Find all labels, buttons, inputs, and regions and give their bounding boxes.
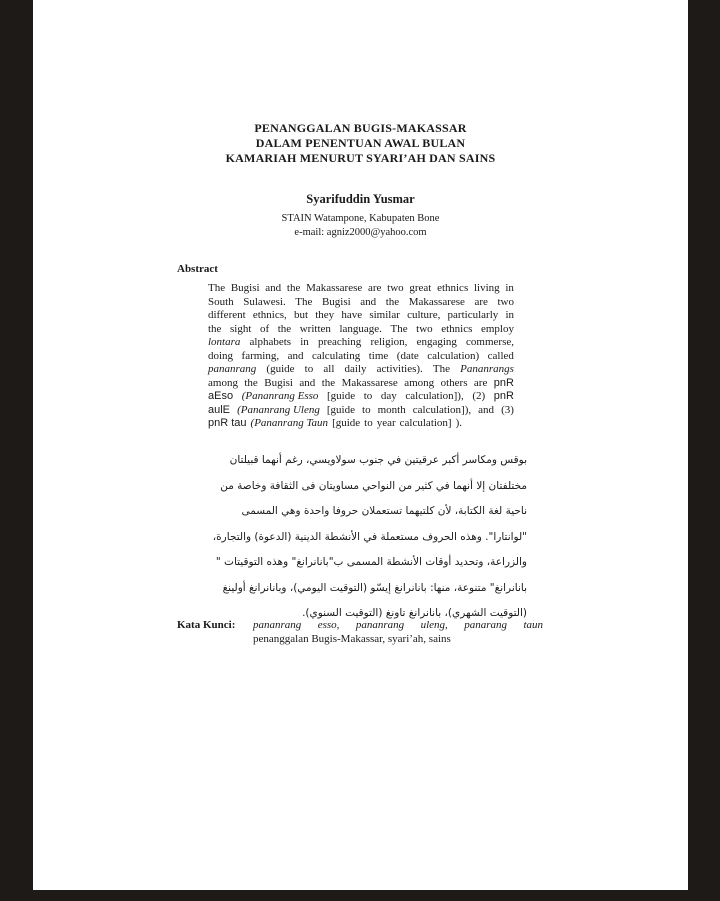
abstract-word: (date [396, 349, 419, 362]
abstract-line [208, 390, 514, 404]
keyword-word: panarang [464, 619, 507, 631]
abstract-word: The [390, 322, 408, 335]
affiliation-text: STAIN Watampone, Kabupaten Bone [281, 213, 440, 224]
abstract-word: (guide [266, 363, 295, 375]
abstract-word: among [404, 376, 435, 389]
abstract-word: day [380, 390, 397, 402]
document-page [33, 0, 688, 890]
abstract-word: the [208, 322, 222, 335]
abstract-word: calculation]), [412, 403, 472, 416]
abstract-word: time [368, 349, 389, 362]
abstract-word: lontara [208, 336, 241, 348]
abstract-word: (Pananrang Esso [241, 390, 319, 402]
abstract-word: and [287, 349, 304, 362]
abstract-word: (Pananrang Taun [250, 417, 329, 429]
title-line-1: PENANGGALAN BUGIS-MAKASSAR [254, 121, 467, 135]
abstract-word: Bugisi [230, 282, 260, 294]
abstract-line [208, 350, 514, 364]
abstract-word: calculation) [427, 349, 480, 362]
abstract-word: religion, [370, 336, 408, 348]
abstract-word: the [286, 282, 301, 294]
abstract-line [208, 296, 514, 310]
abstract-word: employ [480, 322, 514, 335]
abstract-word: (3) [501, 403, 514, 416]
abstract-word: aEso [208, 390, 234, 402]
abstract-word: and [265, 282, 282, 294]
abstract-line [208, 417, 514, 431]
keywords-label: Kata Kunci: [177, 619, 236, 631]
abstract-word: two [387, 282, 404, 294]
abstract-word: Makassarese [408, 295, 465, 308]
abstract-word: preaching [317, 336, 362, 348]
abstract-word: the [385, 295, 400, 308]
abstract-word: (2) [472, 390, 486, 402]
abstract-word: [guide [327, 390, 356, 402]
abstract-word: called [487, 349, 514, 362]
abstract-word: in [505, 309, 514, 321]
keywords-line-2: penanggalan Bugis-Makassar, syari’ah, sains [253, 633, 451, 645]
abstract-word: different [208, 309, 246, 321]
keyword-word: taun [523, 619, 543, 631]
abstract-word: two [416, 322, 433, 335]
abstract-word: and [478, 403, 495, 416]
paper-title [33, 121, 688, 166]
abstract-word: the [321, 376, 336, 389]
abstract-word: language. [339, 322, 382, 335]
arabic-abstract [207, 448, 527, 627]
abstract-word: doing [208, 349, 234, 362]
abstract-line [208, 404, 514, 418]
arabic-line: بانانرانغ" متنوعة، منها: بانانرانغ إيسّو (التوقيت اليومي)، وبانانرانغ أولينغ [222, 581, 527, 594]
abstract-line [208, 309, 514, 323]
abstract-word: particularly [447, 309, 499, 321]
abstract-word: they [315, 309, 335, 321]
abstract-word: living [473, 282, 500, 294]
abstract-word: pnR [493, 376, 514, 389]
abstract-word: aulE [208, 403, 231, 416]
abstract-word: ). [455, 417, 463, 429]
abstract-word: commerse, [466, 336, 514, 348]
abstract-word: to [364, 417, 373, 429]
abstract-word: activities). [376, 363, 423, 375]
abstract-word: pananrang [208, 363, 257, 375]
title-line-2: DALAM PENENTUAN AWAL BULAN [255, 136, 466, 150]
abstract-word: to [304, 363, 314, 375]
keyword-word: uleng, [420, 619, 448, 631]
author-name: Syarifuddin Yusmar [306, 192, 415, 206]
abstract-word: all [323, 363, 335, 375]
abstract-word: in [505, 282, 514, 294]
abstract-word: culture, [407, 309, 441, 321]
arabic-line: والزراعة، وتحديد أوقات الأنشطة المسمى ب"بانانرانغ" وهذه التوقيتات " [215, 556, 527, 568]
abstract-word: among [208, 376, 238, 389]
abstract-word: The [432, 363, 451, 375]
abstract-word: in [300, 336, 309, 348]
abstract-line [208, 323, 514, 337]
title-line-3: KAMARIAH MENURUT SYARI’AH DAN SAINS [225, 151, 496, 165]
abstract-word: South [208, 295, 234, 308]
abstract-line [208, 377, 514, 391]
abstract-word: are [473, 376, 488, 389]
abstract-word: written [299, 322, 331, 335]
abstract-word: sight [230, 322, 252, 335]
keyword-word: pananrang [253, 619, 302, 631]
abstract-word: have [341, 309, 363, 321]
arabic-line: "لوانتارا". وهذه الحروف مستعملة في الأنشطة الدينية (الدعوة) والتجارة، [212, 530, 527, 543]
abstract-word: [guide [326, 403, 355, 416]
abstract-word: daily [344, 363, 367, 375]
arabic-line: ناحية لغة الكتابة، لأن كلتيهما تستعملان حروفا واحدة وهي المسمى [241, 505, 527, 517]
abstract-word: but [293, 309, 309, 321]
abstract-word: (Pananrang Uleng [237, 403, 320, 416]
abstract-line [208, 363, 514, 377]
abstract-word: others [440, 376, 468, 389]
abstract-word: ethnics, [252, 309, 287, 321]
abstract-word: two [497, 295, 514, 308]
abstract-word: The [295, 295, 313, 308]
abstract-word: year [376, 417, 396, 429]
abstract-word: similar [369, 309, 400, 321]
keyword-word: pananrang [355, 619, 405, 631]
abstract-word: Makassarese [341, 376, 398, 389]
arabic-line: (التوقيت الشهري)، بانانرانغ تاونغ (التوقيت السنوي). [302, 607, 527, 619]
abstract-word: and [299, 376, 316, 389]
abstract-word: the [277, 322, 292, 335]
abstract-word: Makassarese [306, 282, 363, 294]
abstract-word: engaging [416, 336, 457, 348]
abstract-word: The [208, 282, 226, 294]
abstract-word: Pananrangs [460, 363, 514, 375]
abstract-word: calculation]), [405, 390, 464, 402]
abstract-word: pnR tau [208, 417, 247, 429]
abstract-word: Bugisi [264, 376, 293, 389]
abstract-word: of [259, 322, 270, 335]
abstract-word: are [367, 282, 382, 294]
arabic-line: بوقس ومكاسر أكبر عرقيتين في جنوب سولاويسي، رغم أنهما قبيلتان [229, 454, 527, 466]
abstract-line [208, 336, 514, 350]
author-affiliation [33, 212, 688, 239]
author-email: e-mail: agniz2000@yahoo.com [294, 226, 427, 238]
keyword-word: esso, [317, 619, 340, 631]
abstract-word: month [377, 403, 406, 416]
abstract-word: calculating [311, 349, 361, 362]
abstract-word: to [362, 403, 371, 416]
abstract-word: [guide [332, 417, 361, 429]
abstract-word: alphabets [249, 336, 292, 348]
arabic-line: مختلفتان إلا أنهما في كثير من النواحي مساويتان فى الثقافة وخاصة من [220, 479, 527, 492]
abstract-word: to [363, 390, 373, 402]
abstract-word: Sulawesi. [243, 295, 286, 308]
abstract-word: calculation] [399, 417, 452, 429]
abstract-line [208, 282, 514, 296]
abstract-word: ethnics [441, 322, 473, 335]
abstract-word: and [360, 295, 377, 308]
abstract-word: pnR [493, 390, 514, 402]
abstract-word: ethnics [437, 282, 469, 294]
abstract-word: farming, [241, 349, 280, 362]
abstract-word: are [474, 295, 488, 308]
abstract-word: great [409, 282, 432, 294]
abstract-word: the [244, 376, 258, 389]
abstract-heading: Abstract [177, 263, 218, 275]
abstract-body [208, 282, 514, 431]
abstract-word: Bugisi [321, 295, 351, 308]
keywords-line-1 [253, 619, 543, 631]
